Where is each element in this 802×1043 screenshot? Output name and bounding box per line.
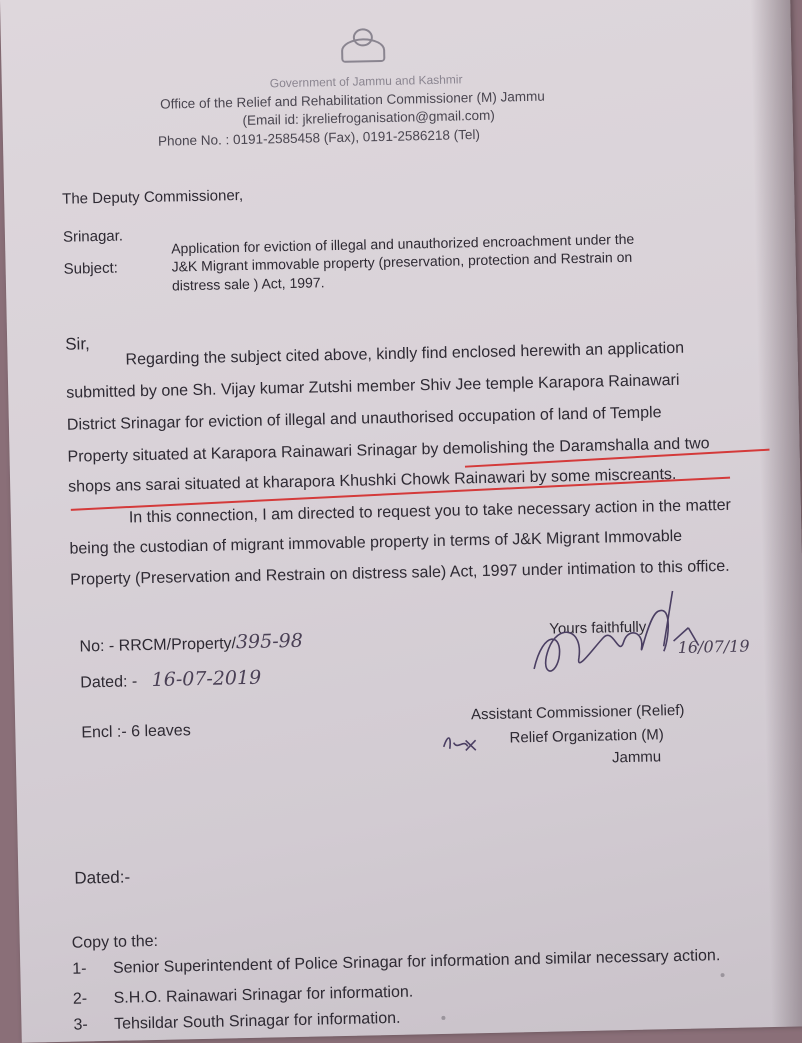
- ref-number-handwritten: 395-98: [235, 629, 304, 654]
- body-line: Regarding the subject cited above, kindly find enclosed herewith an application: [125, 339, 685, 369]
- copy-item-2: [73, 984, 414, 1009]
- copy-item-text: Senior Superintendent of Police Srinagar for information and similar necessary action.: [112, 947, 721, 977]
- enclosure: Encl :- 6 leaves: [81, 722, 191, 742]
- copy-item-number: 1-: [72, 960, 87, 978]
- header-phone: Phone No. : 0191-2585458 (Fax), 0191-2586218 (Tel): [157, 126, 481, 149]
- ref-number-label: No: - RRCM/Property/: [79, 635, 237, 656]
- header-email: (Email id: jkreliefroganisation@gmail.com): [242, 107, 495, 128]
- subject-label: Subject:: [63, 259, 119, 278]
- ref-dated: [80, 667, 261, 693]
- city: Jammu: [611, 748, 662, 767]
- paper-speck: [721, 973, 725, 977]
- subject-line1: Application for eviction of illegal and unauthorized encroachment under the: [171, 230, 635, 257]
- organization: Relief Organization (M): [509, 726, 664, 747]
- body-line: District Srinagar for eviction of illegal and unauthorised occupation of land of Temple: [66, 404, 662, 434]
- initials-mark: [441, 732, 477, 755]
- addressee-line2: Srinagar.: [62, 227, 124, 246]
- body-line: Property situated at Karapora Rainawari Srinagar by demolishing the Daramshalla and two: [67, 435, 710, 466]
- copy-item-text: Tehsildar South Srinagar for information.: [113, 1009, 401, 1033]
- body-line: In this connection, I am directed to request you to take necessary action in the matter: [128, 496, 732, 527]
- page-shadow: [750, 0, 802, 1027]
- copy-item-3: [73, 1010, 400, 1035]
- paper-speck: [441, 1016, 445, 1020]
- body-line: submitted by one Sh. Vijay kumar Zutshi member Shiv Jee temple Karapora Rainawari: [66, 371, 680, 402]
- subject-line2: J&K Migrant immovable property (preservation, protection and Restrain on: [171, 248, 633, 275]
- ref-number: [79, 630, 303, 657]
- copy-item-number: 3-: [73, 1016, 88, 1034]
- body-line: being the custodian of migrant immovable property in terms of J&K Migrant Immovable: [69, 527, 683, 558]
- copy-to-heading: Copy to the:: [71, 932, 159, 952]
- body-line: Property (Preservation and Restrain on distress sale) Act, 1997 under intimation to this office.: [69, 557, 730, 589]
- header-govt: Government of Jammu and Kashmir: [269, 72, 463, 91]
- copy-item-1: [72, 947, 720, 979]
- designation: Assistant Commissioner (Relief): [470, 701, 685, 724]
- header-office: Office of the Relief and Rehabilitation Commissioner (M) Jammu: [160, 88, 545, 112]
- addressee-line1: The Deputy Commissioner,: [62, 186, 244, 208]
- footer-dated: Dated:-: [74, 867, 131, 888]
- signature-date: 16/07/19: [677, 636, 750, 657]
- closing: Yours faithfully: [549, 618, 647, 638]
- copy-item-number: 2-: [72, 990, 88, 1008]
- subject-line3: distress sale ) Act, 1997.: [171, 274, 325, 294]
- government-emblem-icon: [341, 28, 382, 61]
- salutation: Sir,: [65, 334, 90, 354]
- ref-dated-handwritten: 16-07-2019: [151, 666, 262, 691]
- body-line: shops ans sarai situated at kharapora Khushki Chowk Rainawari by some miscreants.: [68, 465, 677, 496]
- ref-dated-label: Dated: -: [80, 673, 138, 692]
- copy-item-text: S.H.O. Rainawari Srinagar for information.: [113, 983, 414, 1007]
